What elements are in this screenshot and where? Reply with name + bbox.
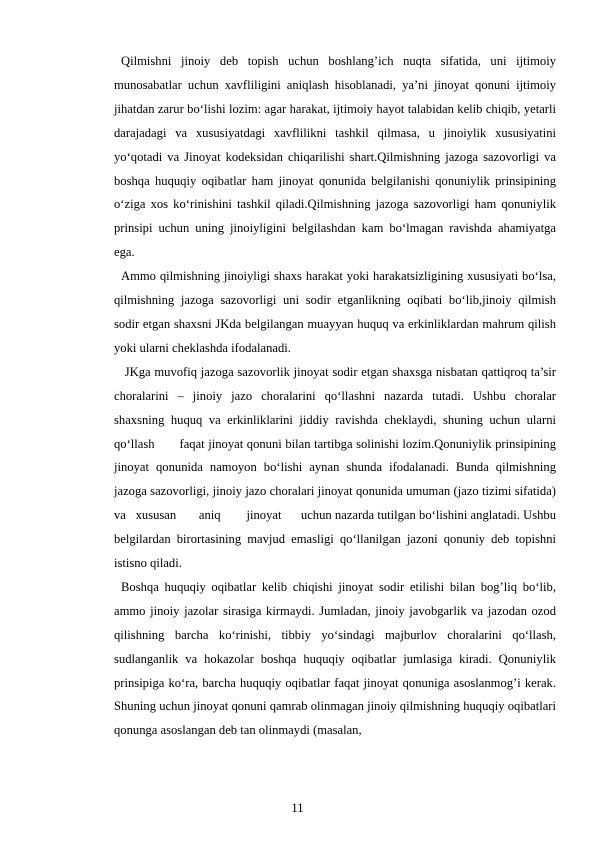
paragraph-1: Qilmishni jinoiy deb topish uchun boshlang’ich nuqta sifatida, uni ijtimoiy munosabatlar uchun xavfliligini aniqlash hisoblanadi, ya’ni jinoyat qonuni ijtimoiy jihatdan zarur bo‘lishi lozim: agar harakat, ijtimoiy hayot talabidan kelib chiqib, yetarli darajadagi va xususiyatdagi xavflilikni tashkil qilmasa, u jinoiylik xususiyatini yo‘qotadi va Jinoyat kodeksidan chiqarilishi shart.Qilmishning jazoga sazovorligi va boshqa huquqiy oqibatlar ham jinoyat qonunida belgilanishi qonuniylik prinsipining o‘ziga xos ko‘rinishini tashkil qiladi.Qilmishning jazoga sazovorligi ham qonuniylik prinsipi uchun uning jinoiyligini belgilashdan kam bo‘lmagan ravishda ahamiyatga ega. (114, 54, 556, 260)
page-number: 11 (291, 801, 304, 815)
text-body (114, 50, 582, 743)
paragraph-4: Boshqa huquqiy oqibatlar kelib chiqishi jinoyat sodir etilishi bilan bog’liq bo‘lib, ammo jinoiy jazolar sirasiga kirmaydi. Jumladan, jinoiy javobgarlik va jazodan ozod qilishning barcha ko‘rinishi, tibbiy yo‘sindagi majburlov choralarini qo‘llash, sudlanganlik va hokazolar boshqa huquqiy oqibatlar jumlasiga kiradi. Qonuniylik prinsipiga ko‘ra, barcha huquqiy oqibatlar faqat jinoyat qonuniga asoslanmog’i kerak. Shuning uchun jinoyat qonuni qamrab olinmagan jinoiy qilmishning huquqiy oqibatlari qonunga asoslangan deb tan olinmaydi (masalan, (114, 579, 556, 738)
paragraph-3: JKga muvofiq jazoga sazovorlik jinoyat sodir etgan shaxsga nisbatan qattiqroq ta’sir choralarini – jinoiy jazo choralarini qo‘llashni nazarda tutadi. Ushbu choralar shaxsning huquq va erkinliklarini jiddiy ravishda cheklaydi, shuning uchun ularni qo‘llash faqat jinoyat qonuni bilan tartibga solinishi lozim.Qonuniylik prinsipining jinoyat qonunida namoyon bo‘lishi aynan shunda ifodalanadi. Bunda qilmishning jazoga sazovorligi, jinoiy jazo choralari jinoyat qonunida umuman (jazo tizimi sifatida) va xususan aniq jinoyat uchun nazarda tutilgan bo‘lishini anglatadi. Ushbu belgilardan birortasining mavjud emasligi qo‘llanilgan jazoni qonuniy deb topishni istisno qiladi. (114, 364, 582, 571)
paragraph-2: Ammo qilmishning jinoiyligi shaxs harakat yoki harakatsizligining xususiyati bo‘lsa, qilmishning jazoga sazovorligi uni sodir etganlikning oqibati bo‘lib,jinoiy qilmish sodir etgan shaxsni JKda belgilangan muayyan huquq va erkinliklardan mahrum qilish yoki ularni cheklashda ifodalanadi. (114, 269, 556, 355)
